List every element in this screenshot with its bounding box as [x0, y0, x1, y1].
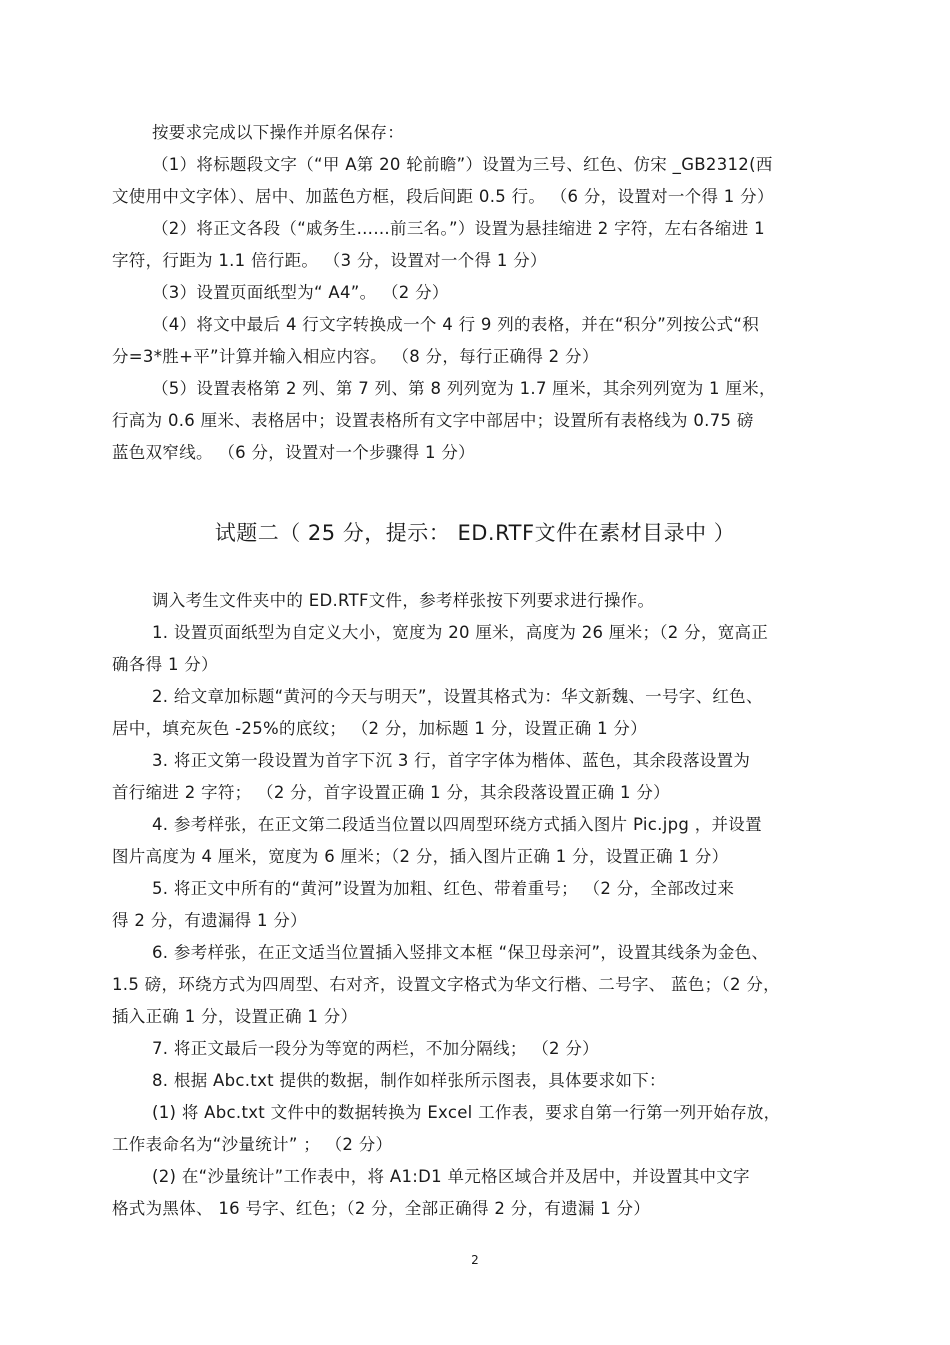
section-1-intro: 按要求完成以下操作并原名保存：: [152, 123, 404, 142]
section-2-item-3: [112, 745, 838, 809]
section-2-item-6: [112, 937, 838, 1033]
item-line: 5. 将正文中所有的“黄河”设置为加粗、红色、带着重号； （2 分，全部改过来: [152, 879, 735, 898]
item-line: （5）设置表格第 2 列、第 7 列、第 8 列列宽为 1.7 厘米，其余列列宽为 1 厘米，: [152, 379, 776, 398]
item-line: 2. 给文章加标题“黄河的今天与明天”，设置其格式为：华文新魏、一号字、红色、: [152, 687, 763, 706]
item-line: 7. 将正文最后一段分为等宽的两栏，不加分隔线； （2 分）: [152, 1039, 599, 1058]
item-line: 字符，行距为 1.1 倍行距。 （3 分，设置对一个得 1 分）: [112, 251, 547, 270]
section-2-title: 试题二（ 25 分，提示： ED.RTF文件在素材目录中 ）: [214, 521, 736, 545]
item-line: (1) 将 Abc.txt 文件中的数据转换为 Excel 工作表，要求自第一行第一列开始存放，: [152, 1103, 781, 1122]
section-1-item-5: [112, 373, 838, 469]
item-line: 分=3*胜+平”计算并输入相应内容。 （8 分，每行正确得 2 分）: [112, 347, 599, 366]
item-line: （1）将标题段文字（“甲 A第 20 轮前瞻”）设置为三号、红色、仿宋 _GB2312(西: [152, 155, 773, 174]
section-2-item-4: [112, 809, 838, 873]
item-line: （3）设置页面纸型为“ A4”。 （2 分）: [152, 283, 449, 302]
section-1-item-1: [112, 149, 838, 213]
section-1-item-2: [112, 213, 838, 277]
item-line: 居中，填充灰色 -25%的底纹； （2 分，加标题 1 分，设置正确 1 分）: [112, 719, 648, 738]
section-2-subitem-2: [112, 1161, 838, 1225]
section-2-item-2: [112, 681, 838, 745]
item-line: 首行缩进 2 字符； （2 分，首字设置正确 1 分，其余段落设置正确 1 分）: [112, 783, 670, 802]
section-2-intro: 调入考生文件夹中的 ED.RTF文件，参考样张按下列要求进行操作。: [152, 591, 655, 610]
section-1-item-3: [112, 277, 838, 309]
item-line: 文使用中文字体）、居中、加蓝色方框，段后间距 0.5 行。 （6 分，设置对一个得 1 分）: [112, 187, 774, 206]
section-2-item-5: [112, 873, 838, 937]
section-2-item-8: [112, 1065, 838, 1097]
section-2-item-1: [112, 617, 838, 681]
item-line: （2）将正文各段（“戚务生……前三名。”）设置为悬挂缩进 2 字符，左右各缩进 1: [152, 219, 765, 238]
item-line: 1. 设置页面纸型为自定义大小，宽度为 20 厘米，高度为 26 厘米；（2 分，宽高正: [152, 623, 769, 642]
item-line: 4. 参考样张，在正文第二段适当位置以四周型环绕方式插入图片 Pic.jpg ，并设置: [152, 815, 762, 834]
item-line: 8. 根据 Abc.txt 提供的数据，制作如样张所示图表，具体要求如下：: [152, 1071, 666, 1090]
page-number: 2: [471, 1253, 479, 1267]
item-line: 插入正确 1 分，设置正确 1 分）: [112, 1007, 358, 1026]
item-line: 蓝色双窄线。 （6 分，设置对一个步骤得 1 分）: [112, 443, 475, 462]
item-line: 得 2 分，有遗漏得 1 分）: [112, 911, 307, 930]
item-line: （4）将文中最后 4 行文字转换成一个 4 行 9 列的表格，并在“积分”列按公式“积: [152, 315, 760, 334]
item-line: 3. 将正文第一段设置为首字下沉 3 行，首字字体为楷体、蓝色，其余段落设置为: [152, 751, 751, 770]
section-2-item-7: [112, 1033, 838, 1065]
section-2-subitem-1: [112, 1097, 838, 1161]
item-line: 图片高度为 4 厘米，宽度为 6 厘米；（2 分，插入图片正确 1 分，设置正确 1 分）: [112, 847, 729, 866]
item-line: 格式为黑体、 16 号字、红色；（2 分，全部正确得 2 分，有遗漏 1 分）: [112, 1199, 651, 1218]
item-line: 确各得 1 分）: [112, 655, 218, 674]
item-line: 行高为 0.6 厘米、表格居中；设置表格所有文字中部居中；设置所有表格线为 0.75 磅: [112, 411, 754, 430]
section-1: [112, 117, 838, 469]
item-line: 工作表命名为“沙量统计” ； （2 分）: [112, 1135, 393, 1154]
item-line: 1.5 磅，环绕方式为四周型、右对齐，设置文字格式为华文行楷、二号字、 蓝色；（2 分，: [112, 975, 780, 994]
section-2: [112, 585, 838, 1225]
item-line: (2) 在“沙量统计”工作表中，将 A1:D1 单元格区域合并及居中，并设置其中文字: [152, 1167, 750, 1186]
item-line: 6. 参考样张，在正文适当位置插入竖排文本框 “保卫母亲河”，设置其线条为金色、: [152, 943, 769, 962]
section-1-item-4: [112, 309, 838, 373]
